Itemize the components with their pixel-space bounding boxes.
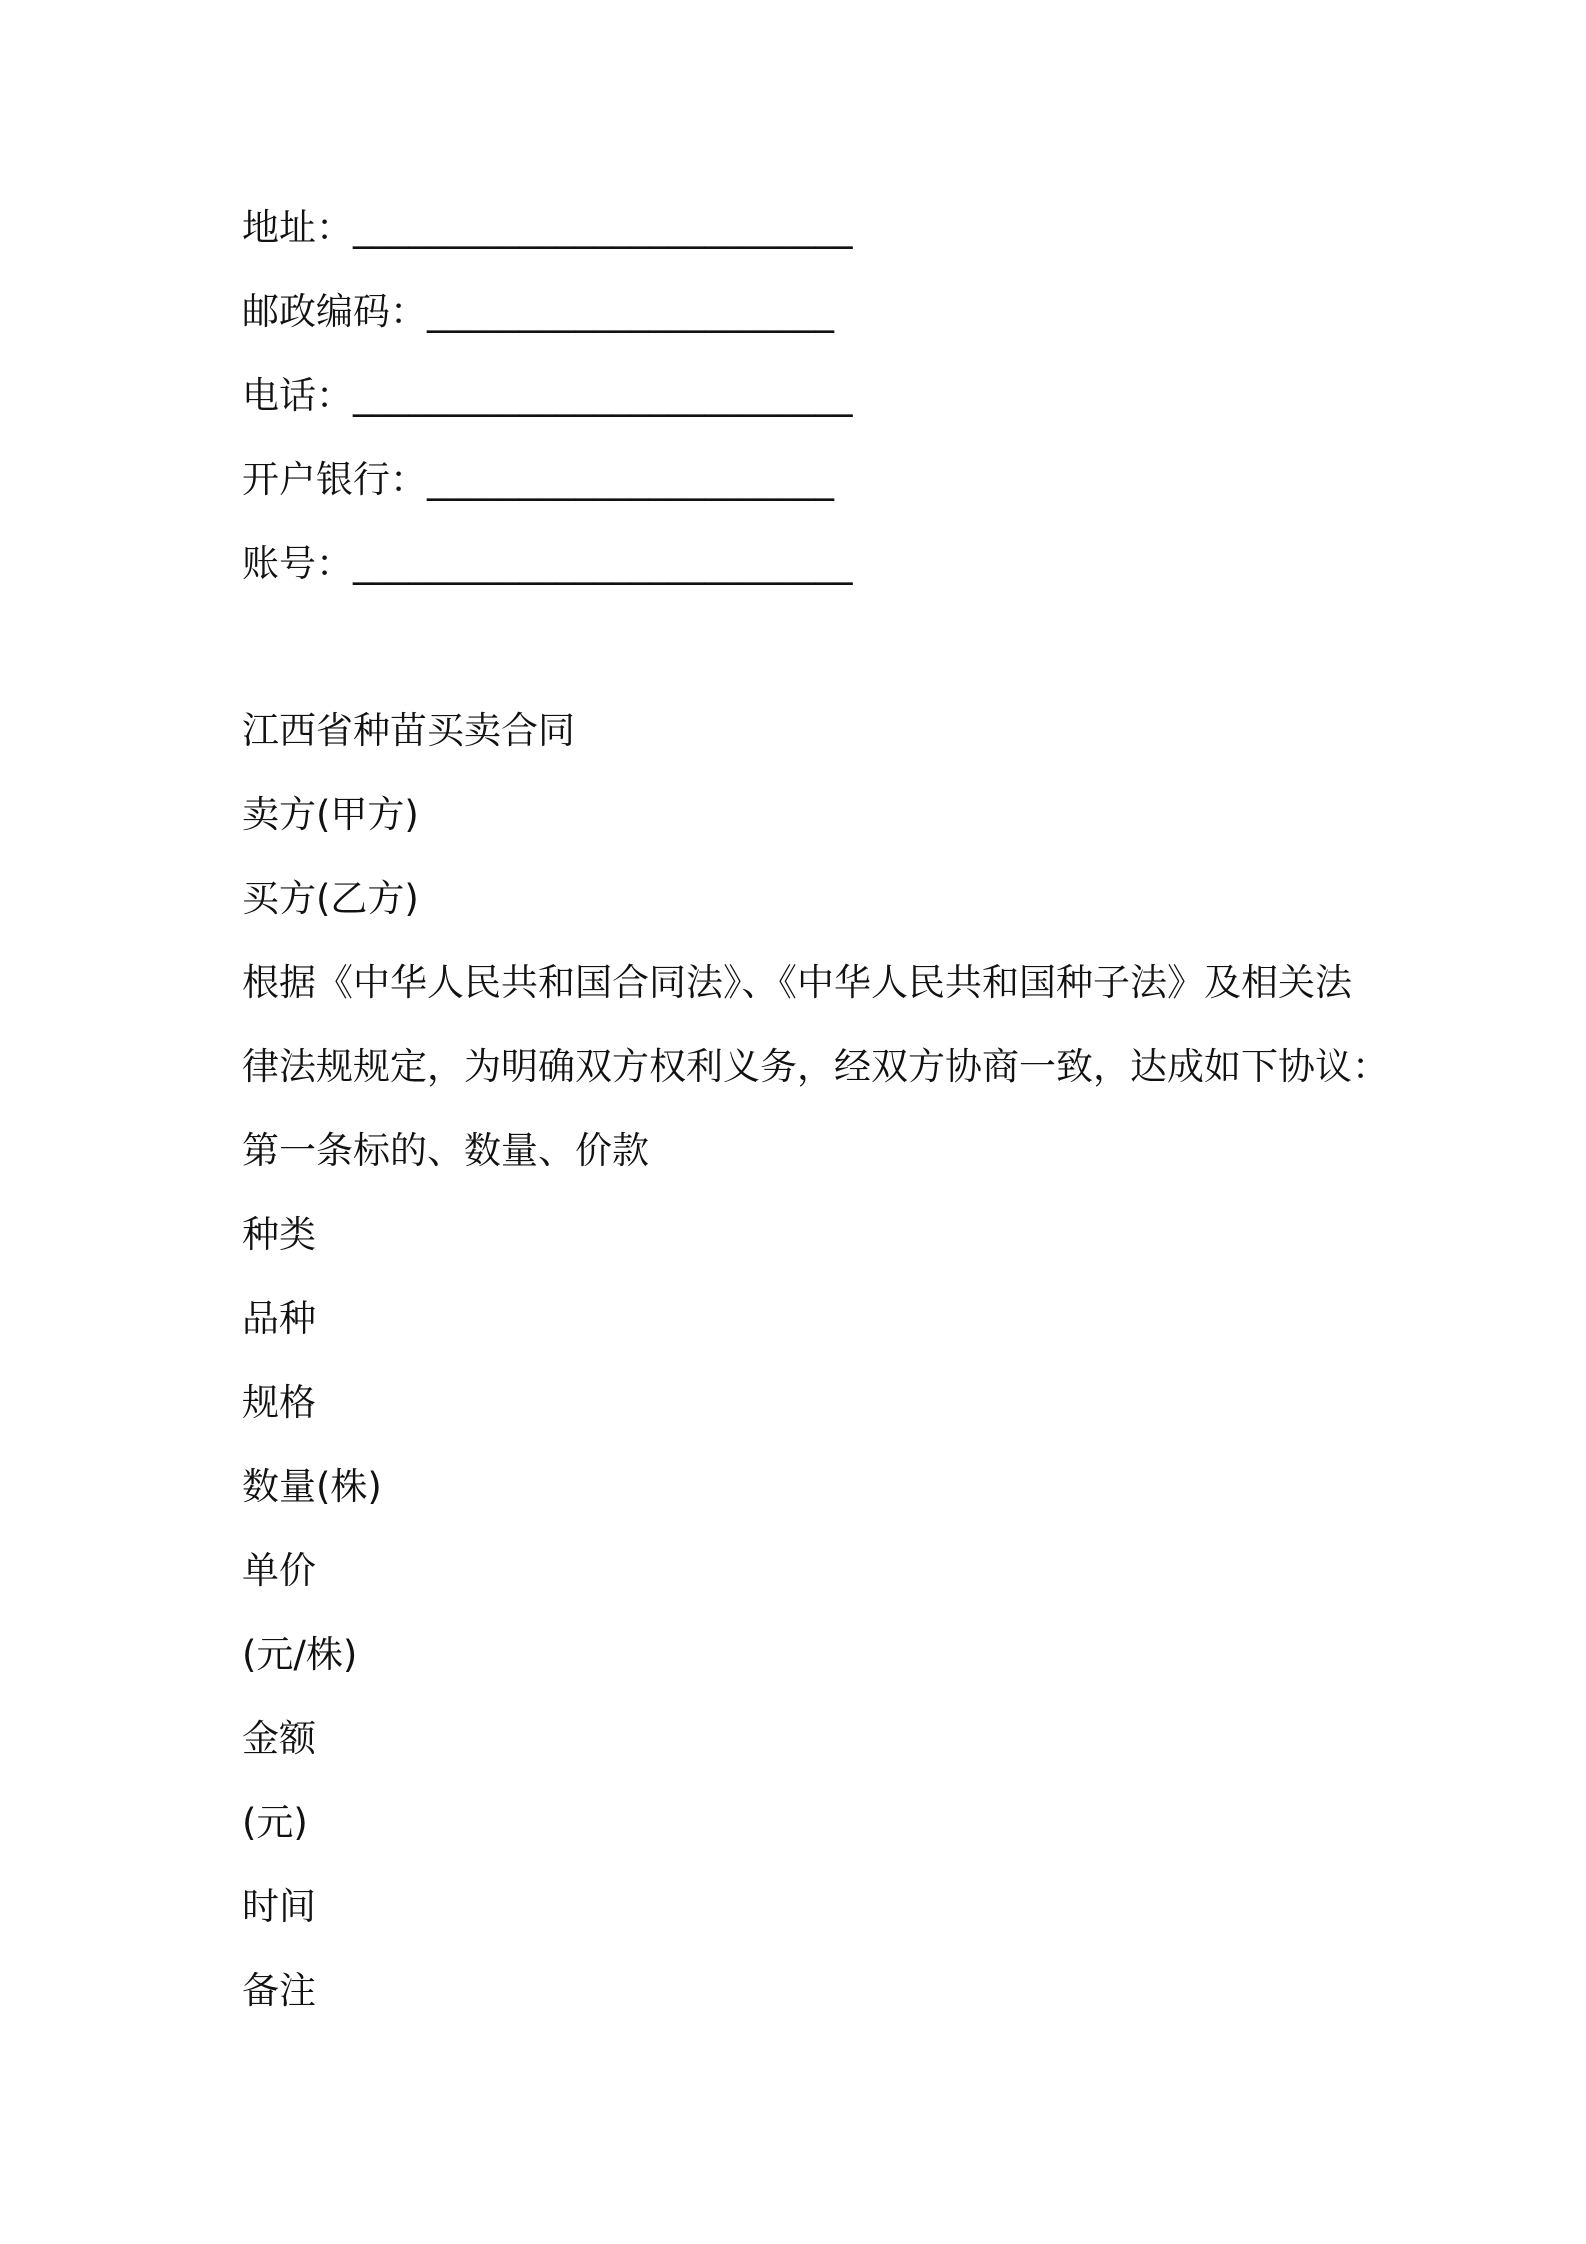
buyer-line: 买方(乙方) [242,877,419,920]
phone-field [242,371,853,421]
preamble-line-2: 律法规规定，为明确双方权利义务，经双方协商一致，达成如下协议： [242,1045,1389,1088]
phone-blank: ___________________________ [353,374,853,417]
column-amount: 金额 [242,1717,316,1760]
account-label: 账号： [242,542,353,585]
account-blank: ___________________________ [353,542,853,585]
postal-code-blank: ______________________ [427,290,834,333]
seller-line: 卖方(甲方) [242,793,419,836]
postal-code-field [242,287,834,337]
article-1-heading: 第一条标的、数量、价款 [242,1129,649,1172]
account-field [242,539,853,589]
bank-label: 开户银行： [242,458,427,501]
phone-label: 电话： [242,374,353,417]
address-blank: ___________________________ [353,206,853,249]
column-amount-unit: (元) [242,1801,308,1844]
bank-blank: ______________________ [427,458,834,501]
address-field [242,203,853,253]
column-remarks: 备注 [242,1969,316,2012]
postal-code-label: 邮政编码： [242,290,427,333]
address-label: 地址： [242,206,353,249]
column-time: 时间 [242,1885,316,1928]
column-quantity: 数量(株) [242,1465,382,1508]
column-specification: 规格 [242,1381,316,1424]
preamble-line-1: 根据《中华人民共和国合同法》、《中华人民共和国种子法》及相关法 [242,961,1352,1004]
contract-title: 江西省种苗买卖合同 [242,709,575,752]
column-variety: 品种 [242,1297,316,1340]
column-unit-price-unit: (元/株) [242,1633,358,1676]
column-unit-price: 单价 [242,1549,316,1592]
column-category: 种类 [242,1213,316,1256]
bank-field [242,455,834,505]
